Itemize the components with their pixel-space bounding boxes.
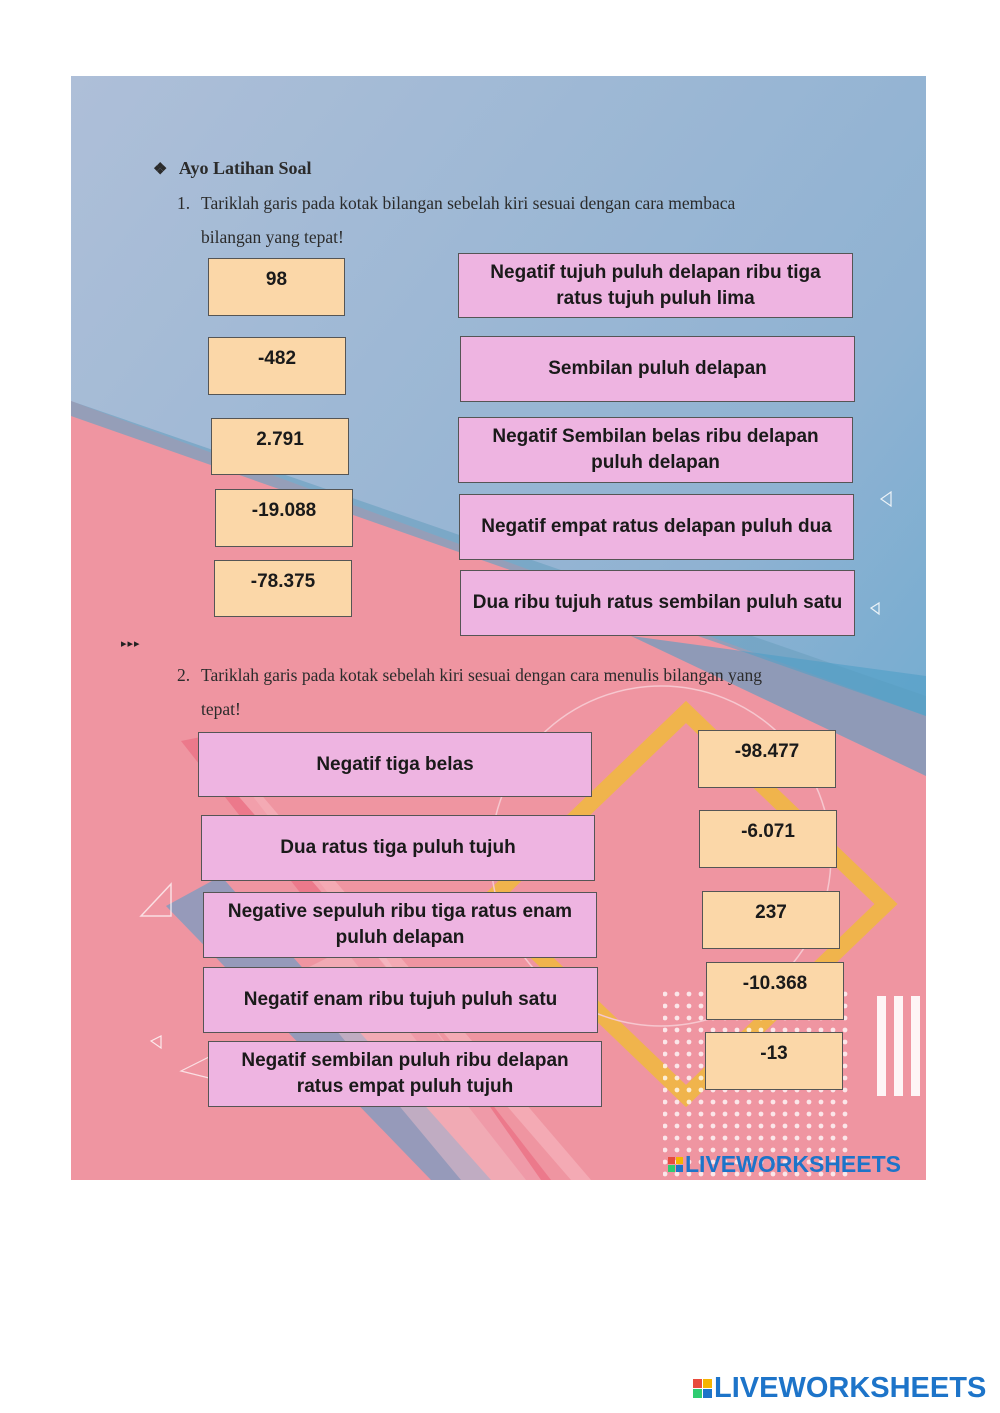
- triple-arrow-icon: ▸▸▸: [121, 638, 141, 650]
- q1-reading-box[interactable]: Negatif tujuh puluh delapan ribu tiga ratus tujuh puluh lima: [458, 253, 853, 318]
- footer-watermark: [693, 1372, 986, 1405]
- liveworksheets-logo-icon: [668, 1157, 683, 1172]
- question-1-number: 1.: [177, 193, 191, 213]
- question-1-instruction: [177, 186, 877, 256]
- q2-number-box[interactable]: -98.477: [698, 730, 836, 788]
- q1-number-box[interactable]: 2.791: [211, 418, 349, 475]
- question-1-line-1: Tariklah garis pada kotak bilangan sebelah kiri sesuai dengan cara membaca: [201, 193, 736, 213]
- question-2-line-1: Tariklah garis pada kotak sebelah kiri sesuai dengan cara menulis bilangan yang: [201, 665, 763, 685]
- q1-reading-box[interactable]: Negatif empat ratus delapan puluh dua: [459, 494, 854, 560]
- q1-reading-box[interactable]: Sembilan puluh delapan: [460, 336, 855, 402]
- q2-number-box[interactable]: -6.071: [699, 810, 837, 868]
- inner-watermark-text: LIVEWORKSHEETS: [685, 1151, 901, 1177]
- question-2-instruction: [177, 658, 917, 728]
- worksheet-page: [71, 76, 926, 1180]
- q2-reading-box[interactable]: Negatif tiga belas: [198, 732, 592, 797]
- q2-reading-box[interactable]: Negatif sembilan puluh ribu delapan ratus empat puluh tujuh: [208, 1041, 602, 1107]
- q1-reading-box[interactable]: Negatif Sembilan belas ribu delapan puluh delapan: [458, 417, 853, 483]
- section-heading: [153, 158, 312, 179]
- diamond-bullet-icon: ❖: [153, 161, 168, 178]
- q1-number-box[interactable]: -482: [208, 337, 346, 395]
- footer-watermark-text: LIVEWORKSHEETS: [714, 1372, 987, 1404]
- q1-number-box[interactable]: 98: [208, 258, 345, 316]
- question-1-line-2: bilangan yang tepat!: [201, 227, 344, 247]
- q2-reading-box[interactable]: Negative sepuluh ribu tiga ratus enam puluh delapan: [203, 892, 597, 958]
- q1-number-box[interactable]: -19.088: [215, 489, 353, 547]
- q2-reading-box[interactable]: Negatif enam ribu tujuh puluh satu: [203, 967, 598, 1033]
- q2-number-box[interactable]: -10.368: [706, 962, 844, 1020]
- q2-number-box[interactable]: 237: [702, 891, 840, 949]
- heading-text: Ayo Latihan Soal: [178, 158, 312, 178]
- question-2-number: 2.: [177, 665, 191, 685]
- q2-number-box[interactable]: -13: [705, 1032, 843, 1090]
- q1-reading-box[interactable]: Dua ribu tujuh ratus sembilan puluh satu: [460, 570, 855, 636]
- liveworksheets-logo-icon: [693, 1379, 712, 1398]
- question-2-line-2: tepat!: [201, 699, 241, 719]
- q1-number-box[interactable]: -78.375: [214, 560, 352, 617]
- inner-watermark: [668, 1151, 901, 1178]
- q2-reading-box[interactable]: Dua ratus tiga puluh tujuh: [201, 815, 595, 881]
